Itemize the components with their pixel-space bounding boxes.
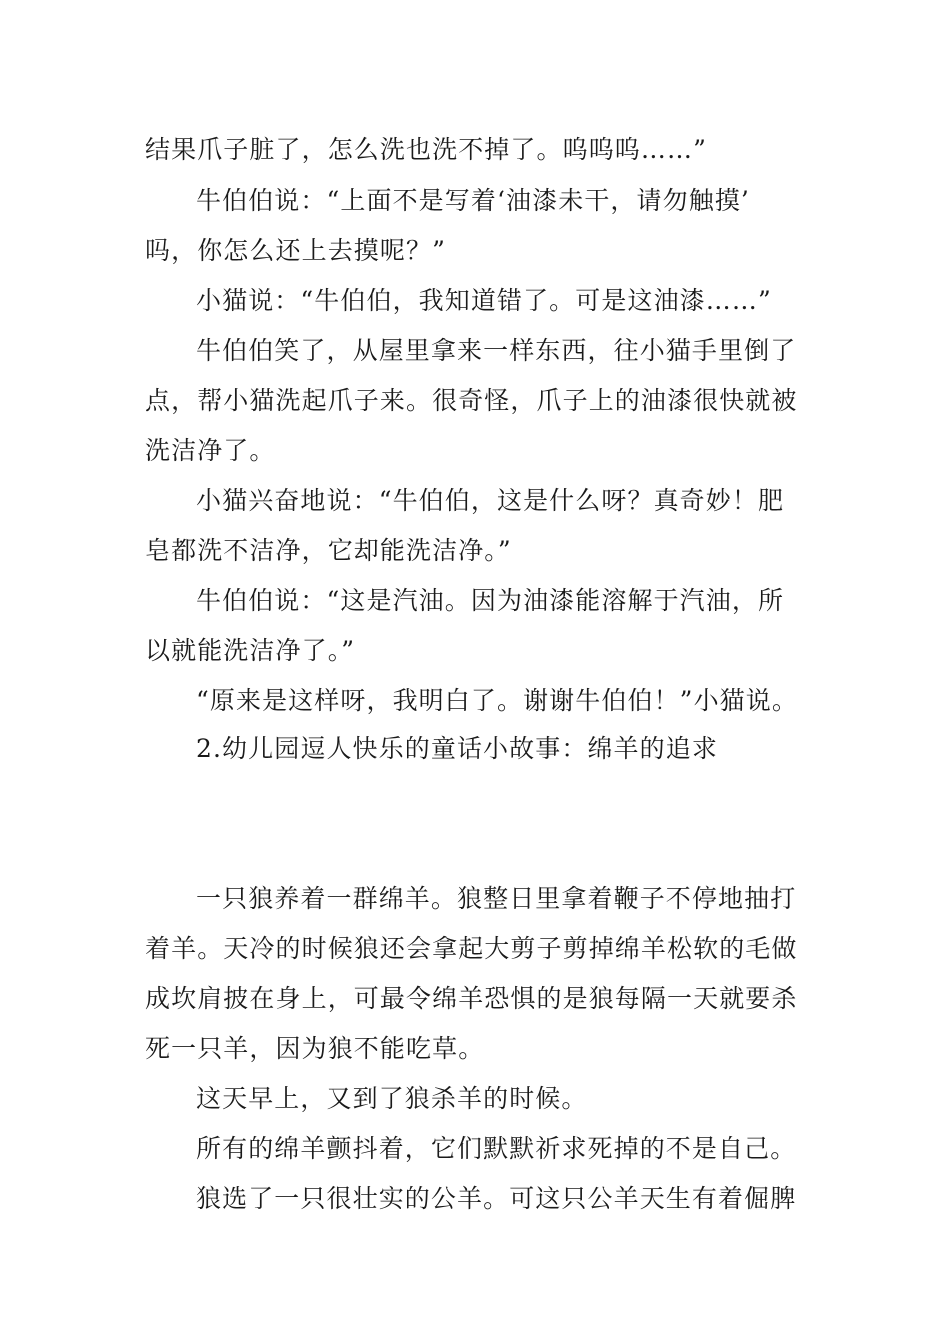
text-line-14: 一只狼养着一群绵羊。狼整日里拿着鞭子不停地抽打 [196, 884, 797, 913]
text-line-19: 所有的绵羊颤抖着，它们默默祈求死掉的不是自己。 [196, 1134, 797, 1163]
text-line-15: 着羊。天冷的时候狼还会拿起大剪子剪掉绵羊松软的毛做 [145, 934, 798, 963]
text-line-6: 点，帮小猫洗起爪子来。很奇怪，爪子上的油漆很快就被 [145, 386, 798, 415]
text-line-2: 牛伯伯说：“上面不是写着‘油漆未干，请勿触摸’ [196, 186, 750, 215]
text-line-12: “原来是这样呀，我明白了。谢谢牛伯伯！”小猫说。 [196, 686, 798, 715]
text-line-1: 结果爪子脏了，怎么洗也洗不掉了。呜呜呜……” [145, 135, 707, 164]
text-line-8: 小猫兴奋地说：“牛伯伯，这是什么呀？真奇妙！肥 [196, 486, 785, 515]
text-line-17: 死一只羊，因为狼不能吃草。 [145, 1034, 485, 1063]
text-line-18: 这天早上，又到了狼杀羊的时候。 [196, 1084, 588, 1113]
text-line-7: 洗洁净了。 [145, 436, 276, 465]
text-line-4: 小猫说：“牛伯伯，我知道错了。可是这油漆……” [196, 286, 772, 315]
section-heading: 2.幼儿园逗人快乐的童话小故事：绵羊的追求 [196, 734, 718, 763]
text-line-11: 以就能洗洁净了。” [145, 636, 356, 665]
text-line-5: 牛伯伯笑了，从屋里拿来一样东西，往小猫手里倒了 [196, 336, 797, 365]
text-line-3: 吗，你怎么还上去摸呢？” [145, 236, 446, 265]
text-line-16: 成坎肩披在身上，可最令绵羊恐惧的是狼每隔一天就要杀 [145, 984, 798, 1013]
text-line-9: 皂都洗不洁净，它却能洗洁净。” [145, 536, 512, 565]
text-line-10: 牛伯伯说：“这是汽油。因为油漆能溶解于汽油，所 [196, 586, 785, 615]
text-line-20: 狼选了一只很壮实的公羊。可这只公羊天生有着倔脾 [196, 1184, 797, 1213]
